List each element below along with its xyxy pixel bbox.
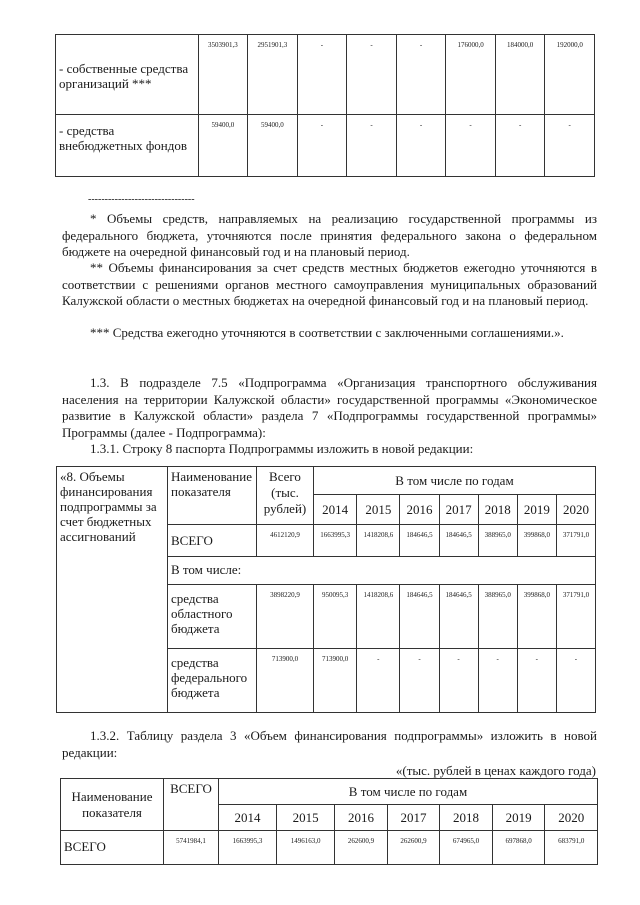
cell-value: 713900,0 (314, 649, 357, 713)
cell-value: - (297, 35, 347, 115)
footnote-separator: -------------------------------- (88, 194, 195, 205)
row-label: В том числе: (168, 557, 596, 585)
year-header: 2016 (400, 495, 439, 525)
cell-value: 674965,0 (440, 831, 493, 865)
paragraph-1-3-2: 1.3.2. Таблицу раздела 3 «Объем финансирования подпрограммы» изложить в новой редакции: (62, 728, 597, 760)
cell-value: 1663995,3 (219, 831, 277, 865)
year-header: 2017 (439, 495, 478, 525)
footnote-2: ** Объемы финансирования за счет средств местных бюджетов ежегодно уточняются в соответствии с решениями органов местного самоуправления муниципальных образований Калужской области о местных бюджетах на очередной финансовый год и на плановый период. (62, 260, 597, 308)
row-title: «8. Объемы финансирования подпрограммы за счет бюджетных ассигнований (57, 467, 168, 713)
cell-value: - (400, 649, 439, 713)
footnote-3: *** Средства ежегодно уточняются в соответствии с заключенными соглашениями.». (90, 325, 564, 340)
paragraph-1-3-1: 1.3.1. Строку 8 паспорта Подпрограммы изложить в новой редакции: (90, 441, 474, 456)
cell-value: 1663995,3 (314, 525, 357, 557)
table-row (56, 35, 595, 115)
year-header: 2015 (277, 805, 335, 831)
cell-value: 713900,0 (257, 649, 314, 713)
cell-value: - (495, 115, 545, 177)
cell-value: 184646,5 (439, 525, 478, 557)
cell-value: 1418208,6 (357, 525, 400, 557)
cell-value: 59400,0 (248, 115, 298, 177)
cell-value: - (545, 115, 595, 177)
cell-value: 1496163,0 (277, 831, 335, 865)
cell-value: 697868,0 (492, 831, 545, 865)
cell-value: 5741984,1 (164, 831, 219, 865)
cell-value: 683791,0 (545, 831, 598, 865)
column-header-years: В том числе по годам (219, 779, 598, 805)
cell-value: - (446, 115, 496, 177)
cell-value: - (439, 649, 478, 713)
cell-value: - (478, 649, 517, 713)
year-header: 2020 (545, 805, 598, 831)
cell-value: 184646,5 (400, 525, 439, 557)
year-header: 2015 (357, 495, 400, 525)
subprogram-funding-table (60, 778, 598, 865)
row-label: ВСЕГО (61, 831, 164, 865)
cell-value: - (297, 115, 347, 177)
year-header: 2014 (219, 805, 277, 831)
row-label: средства федерального бюджета (168, 649, 257, 713)
table-row (57, 467, 596, 495)
column-header-years: В том числе по годам (314, 467, 596, 495)
cell-value: 184646,5 (439, 585, 478, 649)
table-row (56, 115, 595, 177)
cell-value: 176000,0 (446, 35, 496, 115)
row-label: ВСЕГО (168, 525, 257, 557)
cell-value: 1418208,6 (357, 585, 400, 649)
cell-value: - (347, 35, 397, 115)
cell-value: 184000,0 (495, 35, 545, 115)
row-label: - средства внебюджетных фондов (56, 115, 199, 177)
cell-value: 59400,0 (198, 115, 248, 177)
cell-value: 184646,5 (400, 585, 439, 649)
top-funding-table (55, 34, 595, 177)
year-header: 2016 (335, 805, 388, 831)
year-header: 2019 (517, 495, 556, 525)
cell-value: - (347, 115, 397, 177)
cell-value: - (396, 35, 446, 115)
row-label: - собственные средства организаций *** (56, 35, 199, 115)
footnote-1: * Объемы средств, направляемых на реализацию государственной программы из федерального бюджета, уточняются после принятия федерального закона о федеральном бюджете на очередной финансовый год и на плановый период. (62, 211, 597, 259)
column-header-total: Всего (тыс. рублей) (257, 467, 314, 525)
cell-value: 399868,0 (517, 525, 556, 557)
cell-value: 4612120,9 (257, 525, 314, 557)
row-label: средства областного бюджета (168, 585, 257, 649)
year-header: 2020 (556, 495, 595, 525)
year-header: 2018 (440, 805, 493, 831)
cell-value: 388965,0 (478, 585, 517, 649)
cell-value: - (556, 649, 595, 713)
cell-value: 950095,3 (314, 585, 357, 649)
column-header-total: ВСЕГО (164, 779, 219, 831)
cell-value: - (396, 115, 446, 177)
paragraph-1-3: 1.3. В подразделе 7.5 «Подпрограмма «Организация транспортного обслуживания населения на территории Калужской области» государственной программы «Экономическое развитие в Калужской области» раздела 7 «Подпрограммы государственной программы» Программы (далее - Подпрограмма): (62, 375, 597, 440)
year-header: 2017 (387, 805, 440, 831)
units-note: «(тыс. рублей в ценах каждого года) (395, 763, 596, 778)
passport-table (56, 466, 596, 713)
year-header: 2018 (478, 495, 517, 525)
cell-value: - (357, 649, 400, 713)
year-header: 2014 (314, 495, 357, 525)
table-row (61, 779, 598, 805)
cell-value: 371791,0 (556, 585, 595, 649)
cell-value: 399868,0 (517, 585, 556, 649)
column-header-name: Наименование показателя (61, 779, 164, 831)
table-row (61, 831, 598, 865)
cell-value: 262600,9 (387, 831, 440, 865)
cell-value: 2951901,3 (248, 35, 298, 115)
cell-value: 3898220,9 (257, 585, 314, 649)
cell-value: 192000,0 (545, 35, 595, 115)
column-header-name: Наименование показателя (168, 467, 257, 525)
year-header: 2019 (492, 805, 545, 831)
cell-value: 262600,9 (335, 831, 388, 865)
cell-value: 3503901,3 (198, 35, 248, 115)
cell-value: - (517, 649, 556, 713)
cell-value: 388965,0 (478, 525, 517, 557)
cell-value: 371791,0 (556, 525, 595, 557)
